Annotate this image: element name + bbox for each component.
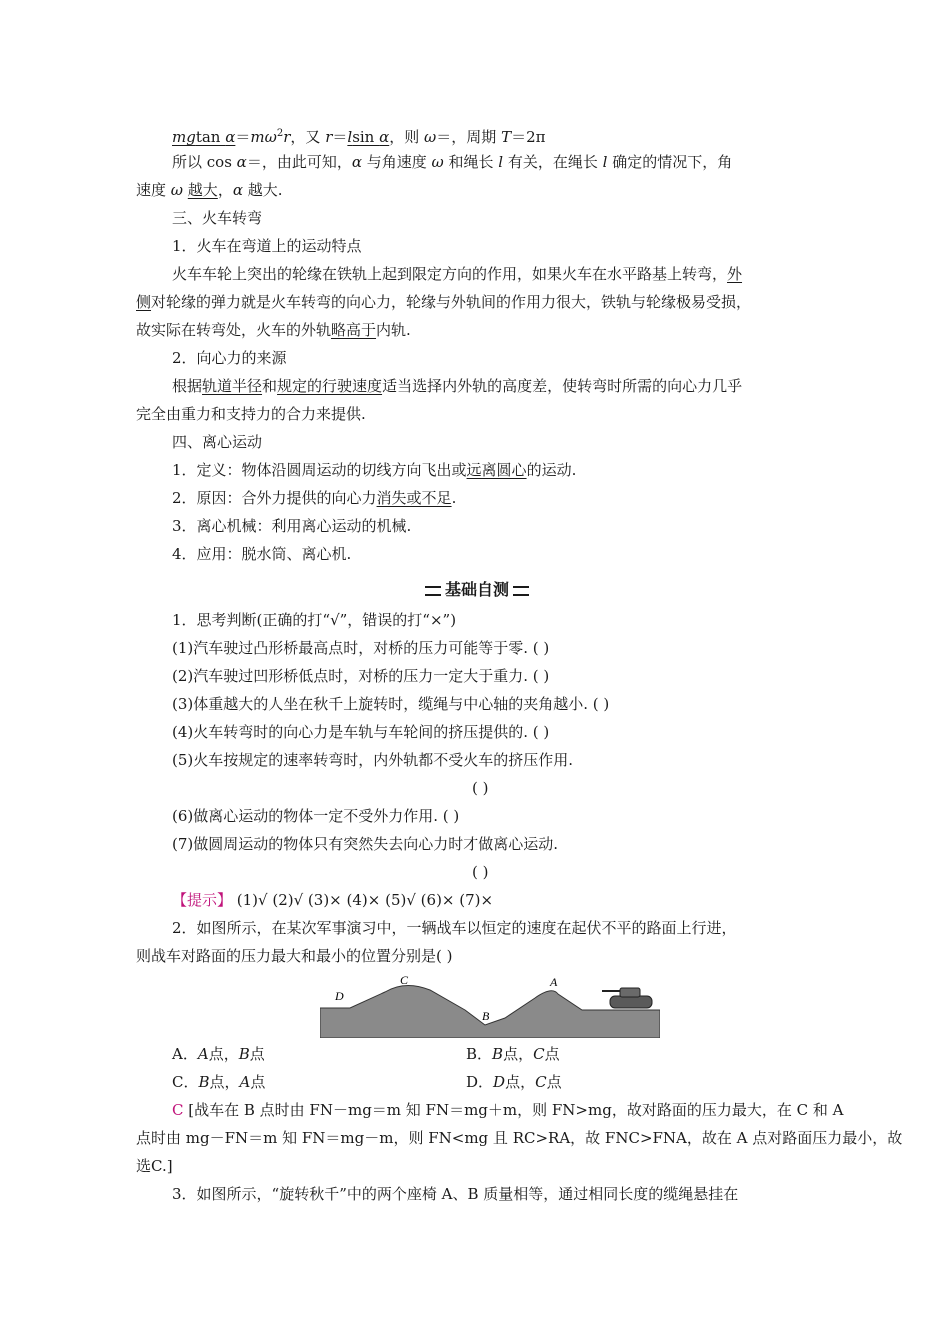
text-run: C: [535, 1073, 547, 1091]
point-label-d: D: [335, 989, 344, 1003]
formula-line-3: [136, 180, 283, 200]
text-run: 对轮缘的弹力就是火车转弯的向心力，轮缘与外轨间的作用力很大，铁轨与轮缘极易受损，: [151, 293, 752, 311]
text-run: 点，: [503, 1045, 534, 1063]
text-run: ＝，由此可知，: [246, 153, 352, 171]
text-run: 确定的情况下，角: [607, 153, 733, 171]
answer-line: 点时由 mg－FN＝m 知 FN＝mg－m，则 FN<mg 且 RC>RA，故 FNC>FNA，故在 A 点对路面压力最小，故: [136, 1129, 903, 1147]
text-run: α: [351, 153, 362, 171]
text-run: r: [283, 128, 291, 146]
text-run: B: [492, 1045, 504, 1063]
point-label-b: B: [482, 1009, 490, 1023]
text-run: 速度: [136, 181, 171, 199]
answer-blank: ( ): [472, 779, 489, 797]
answer-line: 选C.]: [136, 1157, 173, 1175]
underlined-answer: 侧: [136, 293, 152, 311]
text-run: ，则: [389, 128, 425, 146]
question-stem: 3．如图所示，“旋转秋千”中的两个座椅 A、B 质量相等，通过相同长度的缆绳悬挂在: [172, 1185, 739, 1203]
list-item: 4．应用：脱水筒、离心机.: [172, 545, 352, 563]
option-d[interactable]: [466, 1072, 562, 1092]
text-run: mg: [172, 128, 196, 146]
option-letter: B．: [466, 1045, 493, 1063]
text-run: m: [250, 128, 265, 146]
judgment-item: (5)火车按规定的速率转弯时，内外轨都不受火车的挤压作用.: [172, 751, 574, 769]
text-run: 故实际在转弯处，火车的外轨: [136, 321, 332, 339]
underlined-answer: 轨道半径: [202, 377, 263, 395]
question-stem: 1．思考判断(正确的打“√”，错误的打“×”): [172, 611, 457, 629]
text-run: ＝: [235, 128, 251, 146]
paragraph-line: [172, 376, 742, 396]
subheading: 1．火车在弯道上的运动特点: [172, 237, 362, 255]
tank-icon: [602, 988, 652, 1008]
judgment-item: (3)体重越大的人坐在秋千上旋转时，缆绳与中心轴的夹角越小. ( ): [172, 695, 610, 713]
text-run: ＝，周期: [436, 128, 502, 146]
text-run: ω: [170, 181, 184, 199]
formula-line-2: [172, 152, 732, 172]
text-run: 火车车轮上突出的轮缘在铁轨上起到限定方向的作用，如果火车在水平路基上转弯，: [172, 265, 728, 283]
hint-text: (1)√ (2)√ (3)× (4)× (5)√ (6)× (7)×: [232, 891, 494, 909]
option-letter: A．: [172, 1045, 198, 1063]
text-run: 有关，在绳长: [503, 153, 603, 171]
text-run: r: [325, 128, 333, 146]
section-heading: 四、离心运动: [172, 433, 263, 451]
underlined-answer: 远离圆心: [466, 461, 527, 479]
text-run: l: [602, 153, 608, 171]
question-stem: 2．如图所示，在某次军事演习中，一辆战车以恒定的速度在起伏不平的路面上行进，: [172, 919, 737, 937]
text-run: 点: [249, 1045, 265, 1063]
question-stem: 则战车对路面的压力最大和最小的位置分别是( ): [136, 947, 453, 965]
point-label-a: A: [550, 975, 558, 989]
superscript: 2: [276, 128, 284, 139]
paragraph-line: [172, 264, 742, 284]
underlined-answer: 外: [727, 265, 743, 283]
underlined-answer: 规定的行驶速度: [277, 377, 383, 395]
text-run: 越大.: [242, 181, 283, 199]
text-run: ω: [431, 153, 444, 171]
answer-blank: ( ): [472, 863, 489, 881]
road-surface: [320, 985, 660, 1038]
section-badge: [425, 577, 529, 603]
text-run: α: [232, 181, 243, 199]
text-run: 点，: [208, 1045, 239, 1063]
terrain-figure: [320, 970, 660, 1038]
text-run: 和: [262, 377, 278, 395]
underlined-answer: 越大: [187, 181, 218, 199]
text-run: .: [451, 489, 457, 507]
text-run: B: [238, 1045, 250, 1063]
text-run: ＝2π: [511, 128, 546, 146]
answer-letter: C: [172, 1101, 184, 1119]
text-run: C: [533, 1045, 545, 1063]
text-run: α: [236, 153, 247, 171]
option-a[interactable]: [172, 1044, 265, 1064]
text-run: T: [501, 128, 512, 146]
judgment-item: (2)汽车驶过凹形桥低点时，对桥的压力一定大于重力. ( ): [172, 667, 550, 685]
text-run: 和绳长: [443, 153, 499, 171]
paragraph-line: 完全由重力和支持力的合力来提供.: [136, 405, 366, 423]
underlined-answer: 消失或不足: [376, 489, 452, 507]
list-item: 3．离心机械：利用离心运动的机械.: [172, 517, 412, 535]
judgment-item: (6)做离心运动的物体一定不受外力作用. ( ): [172, 807, 460, 825]
option-letter: C．: [172, 1073, 199, 1091]
text-run: l: [498, 153, 504, 171]
text-run: 与角速度: [361, 153, 432, 171]
text-run: α: [225, 128, 236, 146]
text-run: A: [239, 1073, 251, 1091]
text-run: A: [197, 1045, 209, 1063]
explanation-text: [战车在 B 点时由 FN－mg＝m 知 FN＝mg＋m，则 FN>mg，故对路面的压力最大，在 C 和 A: [183, 1101, 844, 1119]
text-run: 所以 cos: [172, 153, 237, 171]
option-letter: D．: [466, 1073, 494, 1091]
text-run: α: [379, 128, 390, 146]
text-run: 内轨.: [376, 321, 411, 339]
badge-label: 基础自测: [441, 578, 513, 602]
option-b[interactable]: [466, 1044, 560, 1064]
judgment-item: (7)做圆周运动的物体只有突然失去向心力时才做离心运动.: [172, 835, 559, 853]
text-run: 根据: [172, 377, 203, 395]
text-run: 2．原因：合外力提供的向心力: [172, 489, 377, 507]
text-run: 的运动.: [526, 461, 577, 479]
list-item: [172, 488, 456, 508]
formula-line-1: [172, 124, 545, 147]
underlined-answer: 略高于: [331, 321, 377, 339]
text-run: sin: [352, 128, 380, 146]
text-run: ω: [264, 128, 277, 146]
text-run: ，又: [290, 128, 326, 146]
text-run: ，: [217, 181, 233, 199]
text-run: 1．定义：物体沿圆周运动的切线方向飞出或: [172, 461, 467, 479]
subheading: 2．向心力的来源: [172, 349, 287, 367]
hint-label: 【提示】: [172, 891, 233, 909]
section-heading: 三、火车转弯: [172, 209, 263, 227]
hint-line: [172, 890, 493, 910]
text-run: ＝: [332, 128, 348, 146]
paragraph-line: [136, 292, 751, 312]
text-run: 点，: [209, 1073, 240, 1091]
text-run: 适当选择内外轨的高度差，使转弯时所需的向心力几乎: [382, 377, 743, 395]
text-run: tan: [195, 128, 226, 146]
option-c[interactable]: [172, 1072, 265, 1092]
text-run: 点: [250, 1073, 266, 1091]
judgment-item: (4)火车转弯时的向心力是车轨与车轮间的挤压提供的. ( ): [172, 723, 550, 741]
text-run: 点: [546, 1073, 562, 1091]
list-item: [172, 460, 576, 480]
answer-line: [172, 1100, 843, 1120]
text-run: ω: [424, 128, 437, 146]
point-label-c: C: [400, 973, 409, 987]
paragraph-line: [136, 320, 411, 340]
judgment-item: (1)汽车驶过凸形桥最高点时，对桥的压力可能等于零. ( ): [172, 639, 550, 657]
text-run: D: [493, 1073, 506, 1091]
text-run: 点，: [505, 1073, 536, 1091]
text-run: B: [198, 1073, 210, 1091]
text-run: 点: [544, 1045, 560, 1063]
text-run: l: [347, 128, 353, 146]
